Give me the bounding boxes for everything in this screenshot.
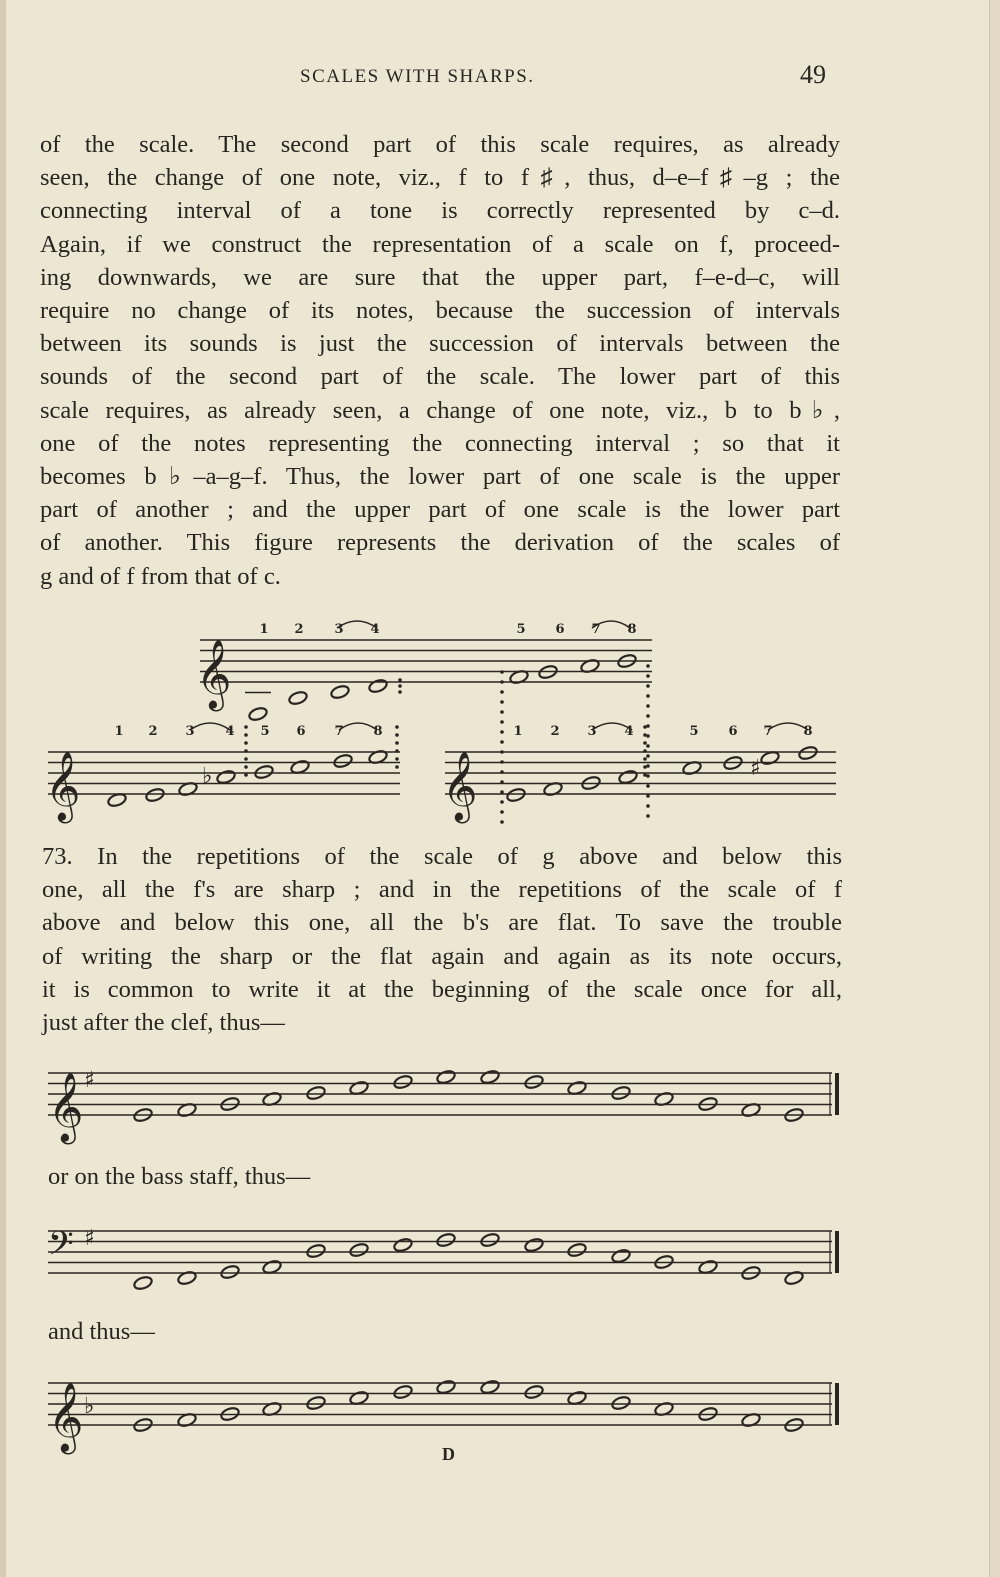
signature-mark: D [442,1444,455,1464]
dotted-barline-dot [646,694,650,698]
text-line: ing downwards, we are sure that the upper part, f–e-d–c, will [40,263,840,291]
scale-degree-number: 5 [689,724,699,739]
dotted-barline-dot [643,773,647,777]
scale-degree-number: 4 [624,724,634,739]
treble-clef: 𝄞 [48,1072,84,1142]
scale-degree-number: 1 [513,724,523,739]
page-number: 49 [800,60,826,89]
dotted-barline-dot [646,674,650,678]
whole-note [306,1243,326,1259]
key-signature-flat: ♭ [84,1394,95,1419]
text-line: just after the clef, thus— [42,1009,285,1037]
text-line: it is common to write it at the beginning of the scale once for all, [42,975,842,1003]
whole-note [798,745,818,761]
dotted-barline-dot [500,680,504,684]
semitone-slur [768,723,808,730]
text-line: of writing the sharp or the flat again and again as its note occurs, [42,942,842,970]
text-line: 73. In the repetitions of the scale of g above and below this [42,843,842,870]
scale-degree-number: 4 [370,622,380,637]
dotted-barline-dot [395,749,399,753]
text-line: of another. This figure represents the derivation of the scales of [40,529,840,557]
scale-degree-number: 2 [294,622,304,637]
text-line: part of another ; and the upper part of one scale is the lower part [40,496,840,524]
dotted-barline-dot [395,765,399,769]
whole-note [611,1248,631,1264]
text-line: scale requires, as already seen, a change of one note, viz., b to b♭, [40,396,840,424]
text-line: sounds of the second part of the scale. The lower part of this [40,363,840,391]
whole-note [436,1379,456,1395]
dotted-barline-dot [398,690,402,694]
whole-note [248,706,268,722]
scale-degree-number: 3 [185,724,195,739]
dotted-barline-dot [646,784,650,788]
whole-note [393,1384,413,1400]
dotted-barline-dot [500,800,504,804]
dotted-barline-dot [244,757,248,761]
text-line: connecting interval of a tone is correctly represented by c–d. [40,197,840,225]
scale-degree-number: 6 [728,724,738,739]
whole-note [436,1232,456,1248]
dotted-barline-dot [244,733,248,737]
dotted-barline-dot [244,773,248,777]
scale-degree-number: 8 [627,622,637,637]
whole-note [611,1395,631,1411]
dotted-barline-dot [500,700,504,704]
dotted-barline-dot [395,741,399,745]
whole-note [333,753,353,769]
scale-degree-number: 3 [587,724,597,739]
caption-bass-staff: or on the bass staff, thus— [48,1163,311,1190]
whole-note [618,769,638,785]
text-line: one of the notes representing the connecting interval ; so that it [40,429,840,457]
dotted-barline-dot [646,794,650,798]
dotted-barline-dot [244,725,248,729]
whole-note [349,1242,369,1258]
dotted-barline-dot [646,714,650,718]
barline-thick [835,1073,839,1115]
dotted-barline-dot [643,757,647,761]
whole-note [480,1232,500,1248]
scale-degree-number: 8 [373,724,383,739]
dotted-barline-dot [500,810,504,814]
whole-note [524,1384,544,1400]
dotted-barline-dot [398,684,402,688]
dotted-barline-dot [500,670,504,674]
text-line: becomes b♭–a–g–f. Thus, the lower part of one scale is the upper [40,463,840,491]
text-line: one, all the f's are sharp ; and in the repetitions of the scale of f [42,876,842,904]
whole-note [480,1379,500,1395]
music-figures [45,621,839,1454]
treble-clef: 𝄞 [196,639,232,709]
scale-degree-number: 4 [225,724,235,739]
dotted-barline-dot [244,765,248,769]
text-line: g and of f from that of c. [40,562,281,590]
dotted-barline-dot [646,744,650,748]
dotted-barline-dot [643,733,647,737]
caption-flat: and thus— [48,1318,155,1345]
whole-note [436,1069,456,1085]
flat-sign: ♭ [202,764,213,789]
dotted-barline-dot [643,741,647,745]
dotted-barline-dot [395,757,399,761]
dotted-barline-dot [395,725,399,729]
scale-degree-number: 2 [550,724,560,739]
key-signature-sharp: ♯ [84,1068,95,1093]
scale-degree-number: 5 [260,724,270,739]
dotted-barline-dot [500,740,504,744]
semitone-slur [190,723,230,730]
dotted-barline-dot [646,814,650,818]
staff [48,1383,832,1425]
whole-note [524,1237,544,1253]
whole-note [567,1242,587,1258]
whole-note [254,764,274,780]
semitone-slur [339,723,377,730]
scale-degree-number: 3 [334,622,344,637]
dotted-barline-dot [646,684,650,688]
whole-note [220,1264,240,1280]
scale-degree-number: 7 [334,724,344,739]
whole-note [524,1074,544,1090]
whole-note [393,1074,413,1090]
text-line: between its sounds is just the succession of intervals between the [40,330,840,358]
staff [200,640,652,682]
sharp-sign: ♯ [750,756,761,781]
scale-degree-number: 5 [516,622,526,637]
treble-clef: 𝄞 [442,751,478,821]
scale-degree-number: 8 [803,724,813,739]
dotted-barline-dot [244,741,248,745]
scale-degree-number: 6 [555,622,565,637]
text-line: above and below this one, all the b's are flat. To save the trouble [42,909,842,937]
dotted-barline-dot [643,749,647,753]
text-line: Again, if we construct the representation of a scale on f, proceed- [40,230,840,258]
dotted-barline-dot [643,725,647,729]
text-line: require no change of its notes, because the succession of intervals [40,297,840,325]
running-head: SCALES WITH SHARPS. [300,66,535,87]
whole-note [216,769,236,785]
dotted-barline-dot [646,754,650,758]
dotted-barline-dot [500,730,504,734]
dotted-barline-dot [500,720,504,724]
scale-degree-number: 1 [259,622,269,637]
whole-note [288,690,308,706]
dotted-barline-dot [500,690,504,694]
treble-clef: 𝄞 [45,751,81,821]
key-signature-sharp: ♯ [84,1226,95,1251]
staff [48,1073,832,1115]
bass-clef: 𝄢 [48,1225,74,1271]
dotted-barline-dot [643,765,647,769]
whole-note [480,1069,500,1085]
scale-degree-number: 7 [591,622,601,637]
barline-thick [835,1231,839,1273]
whole-note [393,1237,413,1253]
dotted-barline-dot [500,820,504,824]
dotted-barline-dot [646,704,650,708]
dotted-barline-dot [395,733,399,737]
dotted-barline-dot [500,710,504,714]
dotted-barline-dot [500,790,504,794]
text-line: of the scale. The second part of this scale requires, as already [40,131,840,158]
scale-degree-number: 1 [114,724,124,739]
whole-note [145,787,165,803]
scale-degree-number: 2 [148,724,158,739]
dotted-barline-dot [398,678,402,682]
scale-degree-number: 6 [296,724,306,739]
whole-note [330,684,350,700]
whole-note [611,1085,631,1101]
dotted-barline-dot [646,664,650,668]
scale-degree-number: 7 [763,724,773,739]
whole-note [133,1275,153,1291]
whole-note [506,787,526,803]
barline-thick [835,1383,839,1425]
text-line: seen, the change of one note, viz., f to f♯, thus, d–e–f♯–g ; the [40,164,840,192]
dotted-barline-dot [244,749,248,753]
treble-clef: 𝄞 [48,1382,84,1452]
whole-note [306,1395,326,1411]
whole-note [306,1085,326,1101]
dotted-barline-dot [646,804,650,808]
whole-note [368,678,388,694]
